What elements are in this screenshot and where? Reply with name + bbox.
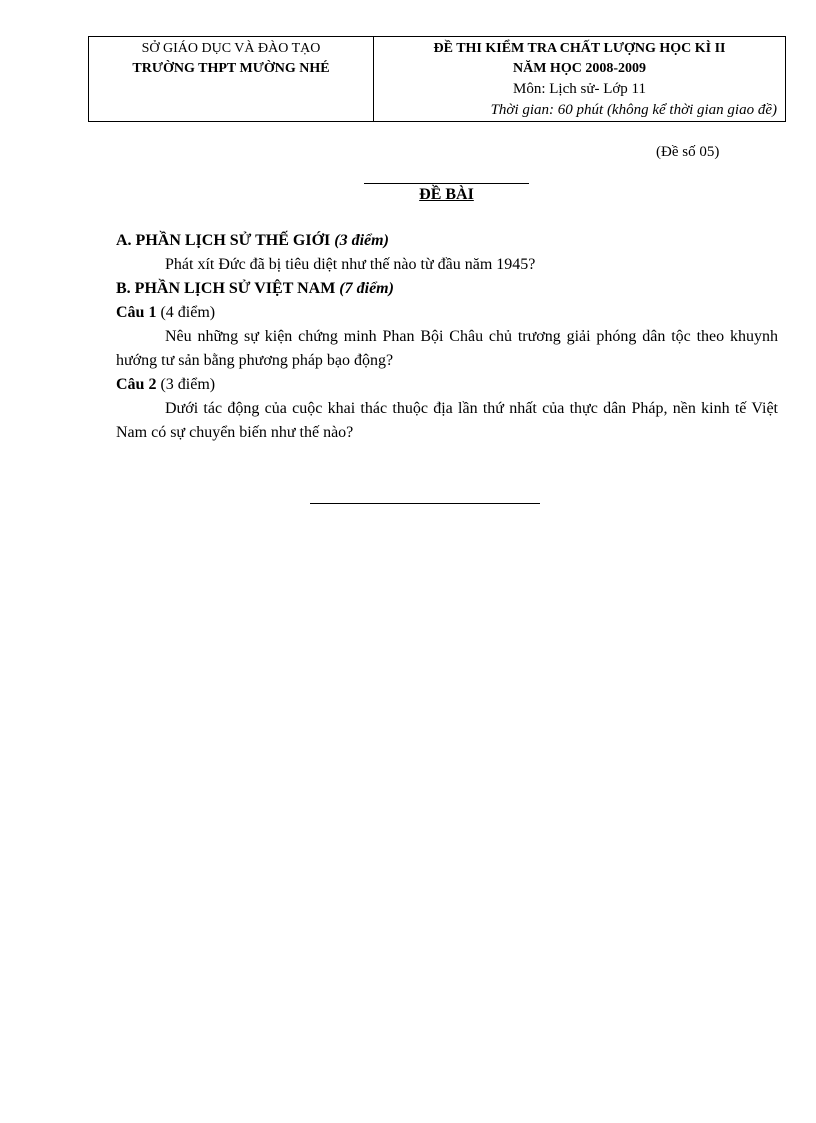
school-name: TRƯỜNG THPT MƯỜNG NHÉ [132,61,330,76]
question-1-text: Nêu những sự kiện chứng minh Phan Bội Châu chủ trương giải phóng dân tộc theo khuynh hướng tư sản bằng phương pháp bạo động? [116,328,778,369]
department-name: SỞ GIÁO DỤC VÀ ĐÀO TẠO [141,41,321,56]
question-1-header [116,301,778,325]
exam-title: ĐỀ THI KIỂM TRA CHẤT LƯỢNG HỌC KÌ II [433,41,726,56]
section-b-title: B. PHẦN LỊCH SỬ VIỆT NAM [116,280,336,297]
end-rule [310,503,540,504]
header-left-cell [89,37,374,122]
exam-content [116,229,778,445]
school-year: NĂM HỌC 2008-2009 [513,61,646,76]
duration: Thời gian: 60 phút (không kể thời gian giao đề) [490,102,777,118]
header-table [88,36,786,122]
question-2-points: (3 điểm) [160,376,216,393]
question-2-label: Câu 2 [116,376,157,393]
title-rule [364,183,529,184]
section-a-question: Phát xít Đức đã bị tiêu diệt như thế nào từ đầu năm 1945? [165,256,536,273]
section-b-heading [116,277,778,301]
section-a-points: (3 điểm) [334,232,389,249]
question-1-points: (4 điểm) [160,304,216,321]
header-right-cell [374,37,786,122]
section-a-title: A. PHẦN LỊCH SỬ THẾ GIỚI [116,232,331,249]
exam-code: (Đề số 05) [656,144,720,160]
section-a-heading [116,229,778,253]
question-2-header [116,373,778,397]
subject: Môn: Lịch sử- Lớp 11 [513,81,646,97]
section-b-points: (7 điểm) [339,280,394,297]
question-1-label: Câu 1 [116,304,157,321]
page-title: ĐỀ BÀI [419,186,474,203]
question-2-text: Dưới tác động của cuộc khai thác thuộc địa lần thứ nhất của thực dân Pháp, nền kinh tế Việt Nam có sự chuyển biến như thế nào? [116,400,778,441]
